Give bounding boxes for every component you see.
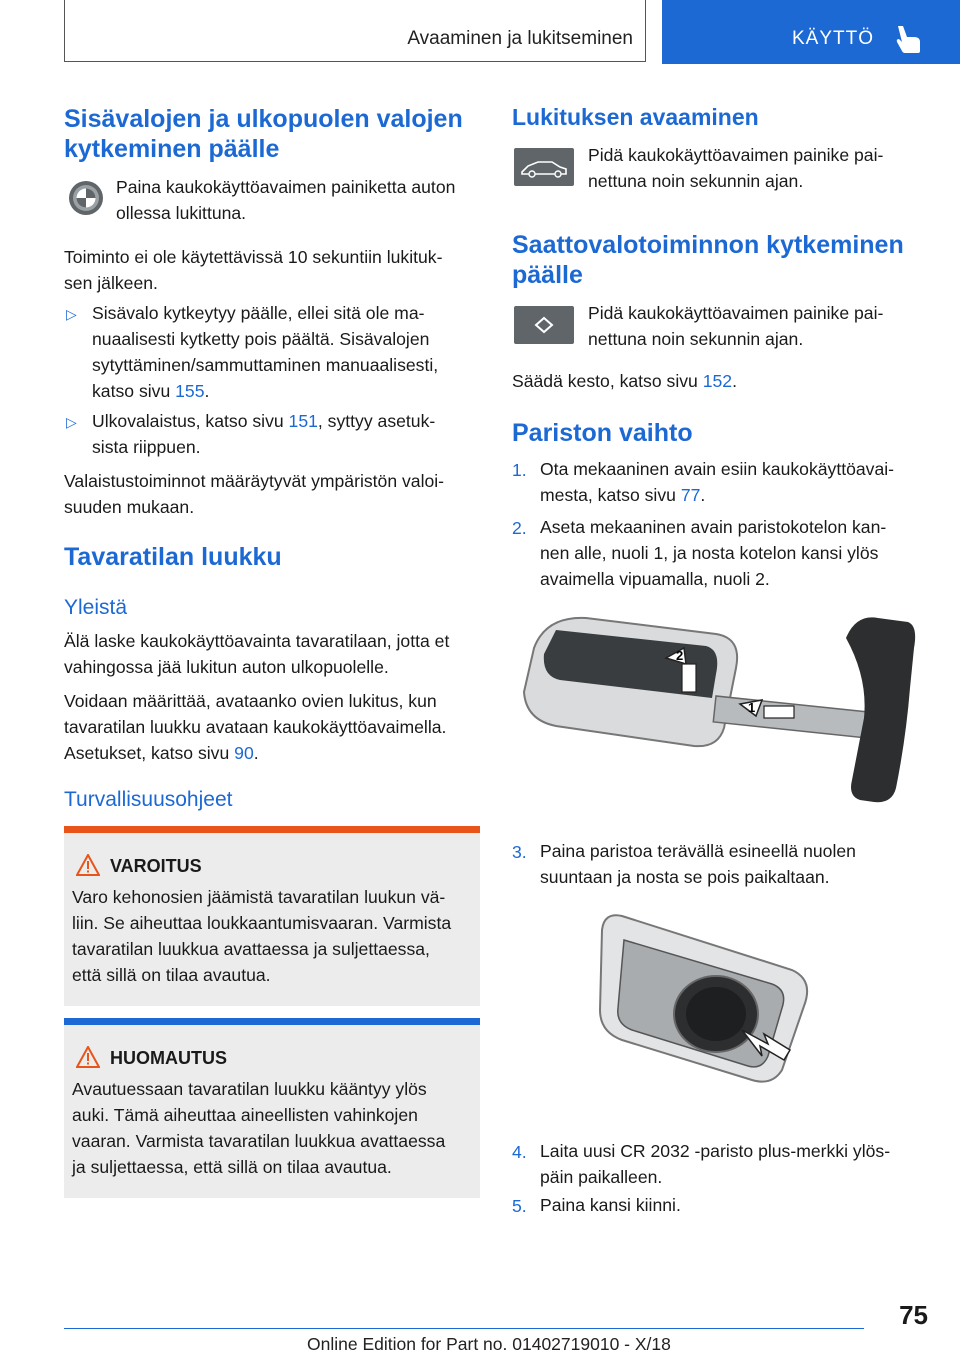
heading-battery-change: Pariston vaihto [512, 419, 693, 447]
link-page-155[interactable]: 155 [175, 381, 205, 401]
guide-light-button-icon [514, 306, 574, 344]
heading-general: Yleistä [64, 596, 128, 619]
footer-edition: Online Edition for Part no. 01402719010 - X/18 [307, 1334, 671, 1354]
heading-safety: Turvallisuusohjeet [64, 788, 233, 811]
step-2: Aseta mekaaninen avain paristokotelon kan- nen alle, nuoli 1, ja nosta kotelon kansi ylös avaimella vipuamalla, nuoli 2. [540, 517, 887, 589]
paragraph-duration: Säädä kesto, katso sivu 152. [512, 371, 737, 391]
battery-compartment-illustration [592, 910, 832, 1090]
footer-divider [64, 1328, 864, 1329]
warning-bar [64, 826, 480, 833]
paragraph-lock-delay: Toiminto ei ole käytettävissä 10 sekuntiin lukituk- sen jälkeen. [64, 247, 443, 293]
unlock-instruction: Pidä kaukokäyttöavaimen painike pai- nettuna noin sekunnin ajan. [588, 145, 884, 191]
step-number: 1. [512, 460, 527, 480]
warning-title: VAROITUS [110, 856, 202, 876]
link-page-90[interactable]: 90 [234, 743, 254, 763]
link-page-151[interactable]: 151 [288, 411, 318, 431]
arrow-label-2: 2 [676, 648, 684, 663]
header-section-box [64, 0, 646, 62]
page-number: 75 [899, 1300, 928, 1330]
step-3: Paina paristoa terävällä esineellä nuolen suuntaan ja nosta se pois paikaltaan. [540, 841, 856, 887]
arrow-label-1: 1 [748, 700, 756, 715]
link-page-77[interactable]: 77 [680, 485, 701, 505]
bmw-logo-button-icon [68, 180, 104, 216]
heading-unlocking: Lukituksen avaaminen [512, 104, 759, 130]
warning-triangle-icon [76, 854, 100, 876]
link-page-152[interactable]: 152 [702, 371, 733, 391]
heading-interior-lights: Sisävalojen ja ulkopuolen valojen kytkeminen päälle [64, 105, 463, 163]
diamond-icon [514, 306, 574, 344]
warning-text: Varo kehonosien jäämistä tavaratilan luukun vä- liin. Se aiheuttaa loukkaantumisvaaran. Varmista tavaratilan luukkua avattaessa ja suljettaessa, että sillä on tilaa avautua. [72, 887, 452, 985]
header-chapter-tab[interactable] [662, 0, 960, 64]
heading-trunk-lid: Tavaratilan luukku [64, 543, 282, 571]
step-4: Laita uusi CR 2032 -paristo plus-merkki ylös- päin paikalleen. [540, 1141, 891, 1187]
key-fob-illustration-1 [516, 608, 926, 808]
warning-box [64, 826, 480, 1006]
paragraph-trunk-settings: Voidaan määrittää, avataanko ovien lukitus, kun tavaratilan luukku avataan kaukokäyttöavaimella. Asetukset, katso sivu 90. [64, 691, 447, 763]
car-silhouette-icon [514, 148, 574, 186]
step-number: 5. [512, 1196, 527, 1216]
step-number: 4. [512, 1142, 527, 1162]
bullet-marker: ▷ [66, 414, 77, 430]
bullet-exterior-light: Ulkovalaistus, katso sivu 151, syttyy asetuk- sista riippuen. [92, 411, 436, 457]
interior-instruction: Paina kaukokäyttöavaimen painiketta auton ollessa lukittuna. [116, 177, 456, 223]
notice-title: HUOMAUTUS [110, 1048, 227, 1068]
heading-guide-lighting: Saattovalotoiminnon kytkeminen päälle [512, 231, 904, 289]
notice-text: Avautuessaan tavaratilan luukku kääntyy ylös auki. Tämä aiheuttaa aineellisten vahinkojen vaaran. Varmista tavaratilan luukkua avattaessa ja suljettaessa, että sillä on tilaa avautua. [72, 1079, 446, 1177]
header-section-title: Avaaminen ja lukitseminen [407, 28, 633, 49]
bullet-interior-light: Sisävalo kytkeytyy päälle, ellei sitä ole ma- nuaalisesti kytketty pois päältä. Sisävalojen sytyttäminen/sammuttaminen manuaalisesti, katso sivu 155. [92, 303, 439, 401]
notice-triangle-icon [76, 1046, 100, 1068]
car-unlock-button-icon [514, 148, 574, 186]
page-header [64, 0, 960, 64]
paragraph-key-in-trunk: Älä laske kaukokäyttöavainta tavaratilaan, jotta et vahingossa jää lukitun auton ulkopuolelle. [64, 631, 450, 677]
step-number: 2. [512, 518, 527, 538]
step-number: 3. [512, 842, 527, 862]
paragraph-lighting-functions: Valaistustoiminnot määräytyvät ympäristön valoi- suuden mukaan. [64, 471, 445, 517]
step-1: Ota mekaaninen avain esiin kaukokäyttöavai- mesta, katso sivu 77. [540, 459, 895, 505]
notice-box [64, 1018, 480, 1198]
header-chapter-label: KÄYTTÖ [792, 28, 875, 49]
bullet-marker: ▷ [66, 306, 77, 322]
guide-instruction: Pidä kaukokäyttöavaimen painike pai- nettuna noin sekunnin ajan. [588, 303, 884, 349]
notice-bar [64, 1018, 480, 1025]
step-5: Paina kansi kiinni. [540, 1195, 681, 1215]
hand-pointer-icon [894, 24, 922, 54]
